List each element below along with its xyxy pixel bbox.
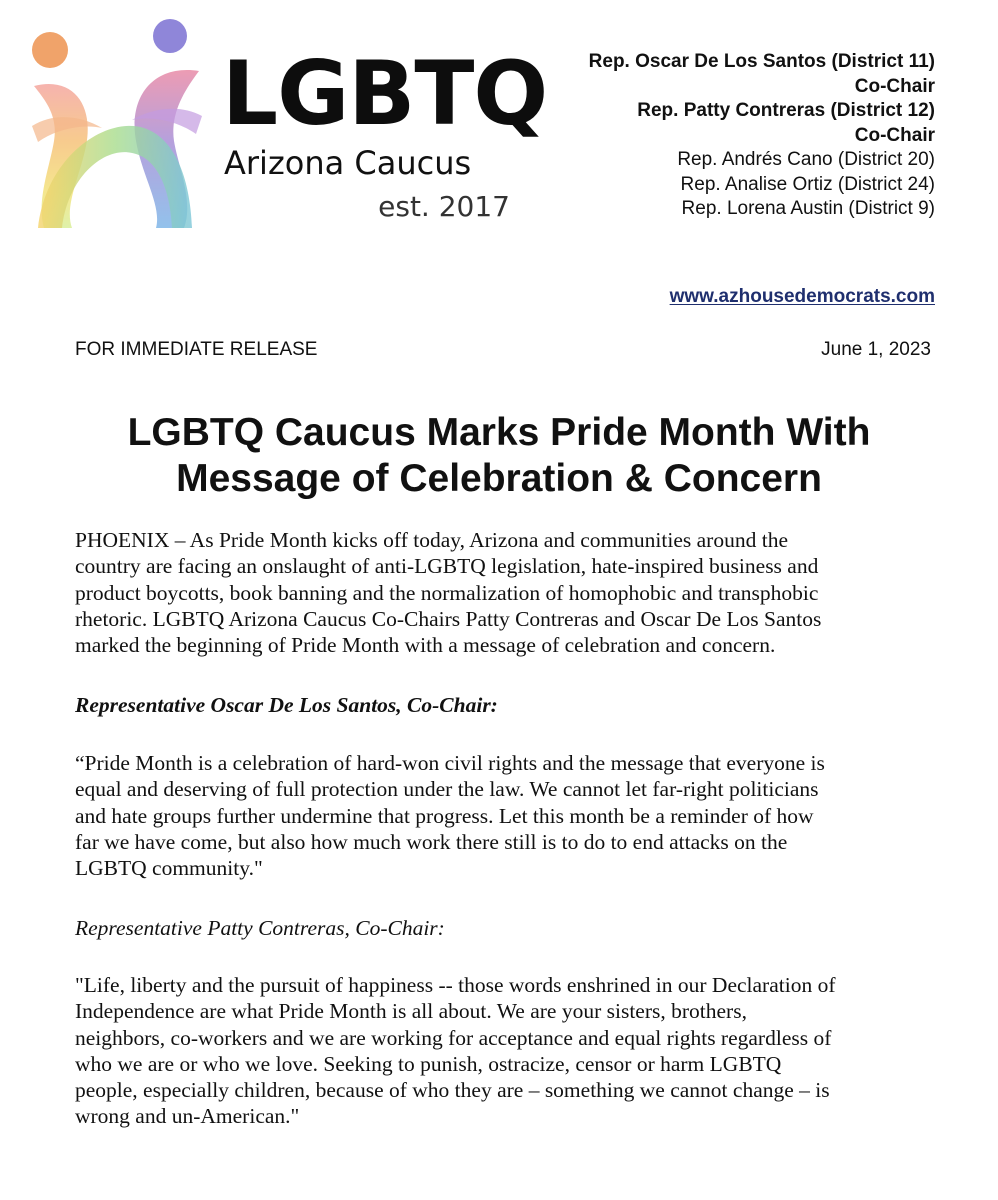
- roster-line: Co-Chair: [854, 124, 935, 146]
- quote-2-paragraph: [75, 972, 945, 1130]
- paragraph-line: marked the beginning of Pride Month with a message of celebration and concern.: [75, 633, 776, 658]
- roster-line: Rep. Patty Contreras (District 12): [637, 100, 935, 121]
- paragraph-line: rhetoric. LGBTQ Arizona Caucus Co-Chairs Patty Contreras and Oscar De Los Santos: [75, 606, 822, 631]
- speaker-1-byline: Representative Oscar De Los Santos, Co-Chair:: [75, 693, 498, 717]
- left-figure-head: [32, 32, 68, 68]
- release-date: June 1, 2023: [821, 339, 931, 360]
- paragraph-line: equal and deserving of full protection under the law. We cannot let far-right politicians: [75, 777, 819, 802]
- logo-title: LGBTQ: [222, 42, 548, 145]
- paragraph-line: wrong and un-American.": [75, 1104, 300, 1129]
- release-label: FOR IMMEDIATE RELEASE: [75, 339, 318, 360]
- paragraph-line: and hate groups further undermine that progress. Let this month be a reminder of how: [75, 803, 814, 828]
- headline: [40, 410, 958, 502]
- right-figure-head: [153, 19, 187, 53]
- paragraph-line: far we have come, but also how much work there still is to do to end attacks on the: [75, 829, 788, 854]
- paragraph-line: LGBTQ community.": [75, 856, 263, 881]
- paragraph-line: product boycotts, book banning and the normalization of homophobic and transphobic: [75, 580, 819, 605]
- quote-1-paragraph: [75, 750, 945, 881]
- roster-line: Rep. Analise Ortiz (District 24): [680, 173, 935, 195]
- website-link[interactable]: www.azhousedemocrats.com: [669, 286, 935, 307]
- logo-established: est. 2017: [378, 190, 510, 223]
- roster-line: Rep. Lorena Austin (District 9): [681, 198, 935, 219]
- paragraph-line: who we are or who we love. Seeking to punish, ostracize, censor or harm LGBTQ: [75, 1051, 782, 1076]
- paragraph-line: "Life, liberty and the pursuit of happiness -- those words enshrined in our Declaration of: [75, 973, 836, 997]
- paragraph-line: Independence are what Pride Month is all about. We are your sisters, brothers,: [75, 999, 747, 1024]
- caucus-logo-icon: [24, 16, 206, 231]
- caucus-roster: [589, 50, 935, 222]
- roster-line: Rep. Andrés Cano (District 20): [677, 149, 935, 170]
- paragraph-line: country are facing an onslaught of anti-LGBTQ legislation, hate-inspired business and: [75, 554, 819, 579]
- paragraph-line: neighbors, co-workers and we are working for acceptance and equal rights regardless of: [75, 1025, 832, 1050]
- paragraph-line: “Pride Month is a celebration of hard-won civil rights and the message that everyone is: [75, 751, 825, 775]
- headline-line: LGBTQ Caucus Marks Pride Month With: [127, 411, 871, 454]
- intro-paragraph: [75, 527, 945, 658]
- headline-line: Message of Celebration & Concern: [176, 457, 822, 500]
- roster-line: Rep. Oscar De Los Santos (District 11): [588, 51, 935, 72]
- paragraph-line: people, especially children, because of who they are – something we cannot change – is: [75, 1078, 830, 1103]
- speaker-2-byline: Representative Patty Contreras, Co-Chair:: [75, 916, 445, 940]
- paragraph-line: PHOENIX – As Pride Month kicks off today, Arizona and communities around the: [75, 528, 788, 552]
- roster-line: Co-Chair: [854, 75, 935, 97]
- logo-subtitle: Arizona Caucus: [224, 144, 472, 182]
